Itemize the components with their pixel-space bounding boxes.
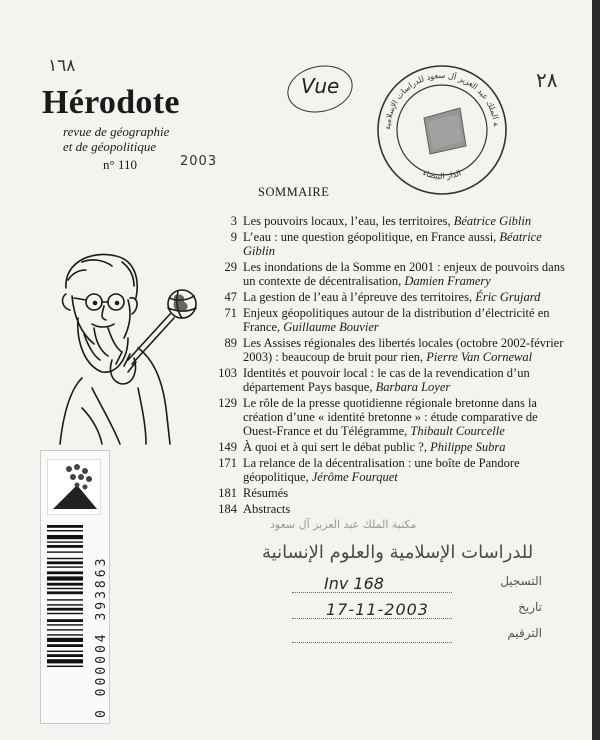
toc-title: Le rôle de la presse quotidienne régionale bretonne dans la création d’une « identité bretonne » : étude comparative de Ouest-France et du Télégramme, xyxy=(243,396,538,438)
toc-page-number: 89 xyxy=(224,336,237,350)
barcode-bar xyxy=(47,608,83,611)
stamp-line-2 xyxy=(292,618,452,619)
sommaire-heading: SOMMAIRE xyxy=(258,185,330,199)
toc-entry-text xyxy=(237,396,565,438)
toc-author: Éric Grujard xyxy=(475,290,541,304)
barcode-bar xyxy=(47,551,83,552)
barcode-bar xyxy=(47,654,83,657)
toc-entry xyxy=(205,230,565,258)
toc-entry-text xyxy=(237,336,565,364)
toc-author: Thibault Courcelle xyxy=(410,424,505,438)
toc-author: Philippe Subra xyxy=(430,440,506,454)
toc-page-number: 29 xyxy=(224,260,237,274)
toc-page-number: 71 xyxy=(224,306,237,320)
barcode-bar xyxy=(47,541,83,542)
arabic-registration-stamp xyxy=(262,518,562,648)
stamp-line-1 xyxy=(292,592,452,593)
toc-entry xyxy=(205,502,565,516)
toc-title: Identités et pouvoir local : le cas de la revendication d’un département Pays basque, xyxy=(243,366,530,394)
handwritten-number: ١٦٨ xyxy=(48,56,76,76)
toc-entry xyxy=(205,336,565,364)
handwritten-year: 2003 xyxy=(180,154,218,169)
signature-text: Vue xyxy=(301,74,340,98)
toc-author: Jérôme Fourquet xyxy=(311,470,398,484)
barcode-bar xyxy=(47,525,83,528)
toc-author: Pierre Van Cornewal xyxy=(426,350,533,364)
table-of-contents xyxy=(205,214,565,518)
barcode-number: 0 000004 393863 xyxy=(94,555,109,718)
barcode-bar xyxy=(47,599,83,600)
toc-title: Abstracts xyxy=(243,502,291,516)
barcode-bar xyxy=(47,604,83,605)
toc-page-number: 171 xyxy=(218,456,237,470)
toc-page-number: 9 xyxy=(230,230,237,244)
toc-entry-text xyxy=(237,306,565,334)
toc-title: La relance de la décentralisation : une boîte de Pandore géopolitique, xyxy=(243,456,520,484)
handwritten-mark-right: ٢٨ xyxy=(536,68,558,92)
barcode-bar xyxy=(47,638,83,642)
toc-entry-text xyxy=(237,230,565,258)
journal-title: Hérodote xyxy=(42,84,180,121)
barcode-bar xyxy=(47,545,83,548)
toc-title: Les inondations de la Somme en 2001 : enjeux de pouvoirs dans un contexte de décentralisation, xyxy=(243,260,565,288)
toc-entry xyxy=(205,290,565,304)
signature-mark xyxy=(287,66,357,112)
toc-author: Barbara Loyer xyxy=(375,380,451,394)
herodotus-illustration xyxy=(42,248,212,448)
toc-entry xyxy=(205,440,565,454)
subtitle-line-2: et de géopolitique xyxy=(63,139,157,154)
toc-entry-text xyxy=(237,214,565,228)
toc-page-number: 181 xyxy=(218,486,237,500)
toc-page-number: 103 xyxy=(218,366,237,380)
arabic-label-register: التسجيل xyxy=(500,574,542,588)
barcode-bar xyxy=(47,583,83,586)
barcode-bar xyxy=(47,666,83,667)
registration-date: 17-11-2003 xyxy=(326,600,429,619)
toc-title: À quoi et à qui sert le débat public ?, xyxy=(243,440,427,454)
barcode-bar xyxy=(47,561,83,564)
round-stamp-graphic xyxy=(372,60,512,200)
barcode-bar xyxy=(47,591,83,594)
toc-entry xyxy=(205,486,565,500)
toc-entry-text xyxy=(237,260,565,288)
toc-entry-text xyxy=(237,440,565,454)
toc-author: Béatrice Giblin xyxy=(243,230,542,258)
barcode-bar xyxy=(47,651,83,652)
subtitle-line-1: revue de géographie xyxy=(63,124,170,139)
barcode-bar xyxy=(47,576,83,580)
toc-page-number: 3 xyxy=(230,214,237,228)
toc-page-number: 184 xyxy=(218,502,237,516)
barcode-bar xyxy=(47,629,83,630)
toc-entry-text xyxy=(237,366,565,394)
arabic-stamp-header: مكتبة الملك عبد العزيز آل سعود xyxy=(270,518,417,531)
barcode-bar xyxy=(47,566,83,567)
barcode-bar xyxy=(47,659,83,663)
arabic-label-class: الترقيم xyxy=(507,626,542,640)
publisher-logo xyxy=(47,459,101,515)
toc-entry xyxy=(205,456,565,484)
toc-entry-text xyxy=(237,456,565,484)
barcode-bar xyxy=(47,558,83,559)
toc-author: Béatrice Giblin xyxy=(453,214,532,228)
toc-title: L’eau : une question géopolitique, en France aussi, xyxy=(243,230,497,244)
barcode-bar xyxy=(47,619,83,622)
round-stamp-outer-text: ة الملك عبد العزيز آل سعود للدراسات الإسلامية xyxy=(382,70,501,131)
toc-entry xyxy=(205,214,565,228)
barcode-bar xyxy=(47,624,83,625)
round-stamp-bottom-text: الدار البيضاء xyxy=(421,168,463,181)
journal-subtitle xyxy=(63,124,213,154)
arabic-stamp-title: للدراسات الإسلامية والعلوم الإنسانية xyxy=(262,542,534,563)
scan-edge xyxy=(592,0,600,740)
barcode-bar xyxy=(47,588,83,589)
toc-title: La gestion de l’eau à l’épreuve des territoires, xyxy=(243,290,473,304)
toc-entry xyxy=(205,260,565,288)
toc-entry-text xyxy=(237,486,565,500)
toc-entry-text xyxy=(237,502,565,516)
toc-title: Enjeux géopolitiques autour de la distribution d’électricité en France, xyxy=(243,306,550,334)
toc-author: Damien Framery xyxy=(404,274,491,288)
toc-title: Les pouvoirs locaux, l’eau, les territoires, xyxy=(243,214,451,228)
toc-entry-text xyxy=(237,290,565,304)
arabic-label-date: تاريخ xyxy=(518,600,542,614)
toc-entry xyxy=(205,366,565,394)
barcode-bar xyxy=(47,634,83,635)
barcode-bars xyxy=(47,523,83,719)
toc-title: Résumés xyxy=(243,486,289,500)
issue-number: n° 110 xyxy=(103,157,137,172)
toc-entry xyxy=(205,396,565,438)
toc-page-number: 149 xyxy=(218,440,237,454)
toc-page-number: 129 xyxy=(218,396,237,410)
toc-page-number: 47 xyxy=(224,290,237,304)
barcode-bar xyxy=(47,535,83,539)
toc-author: Guillaume Bouvier xyxy=(283,320,379,334)
inventory-number: Inv 168 xyxy=(324,574,384,593)
stamp-line-3 xyxy=(292,642,452,643)
toc-title: Les Assises régionales des libertés locales (octobre 2002-février 2003) : beaucoup de bruit pour rien, xyxy=(243,336,564,364)
barcode-bar xyxy=(47,613,83,614)
toc-entry xyxy=(205,306,565,334)
herodotus-drawing xyxy=(42,248,212,448)
barcode-bar xyxy=(47,530,83,531)
library-round-stamp xyxy=(372,60,512,200)
barcode-bar xyxy=(47,571,83,574)
barcode-bar xyxy=(47,644,83,647)
